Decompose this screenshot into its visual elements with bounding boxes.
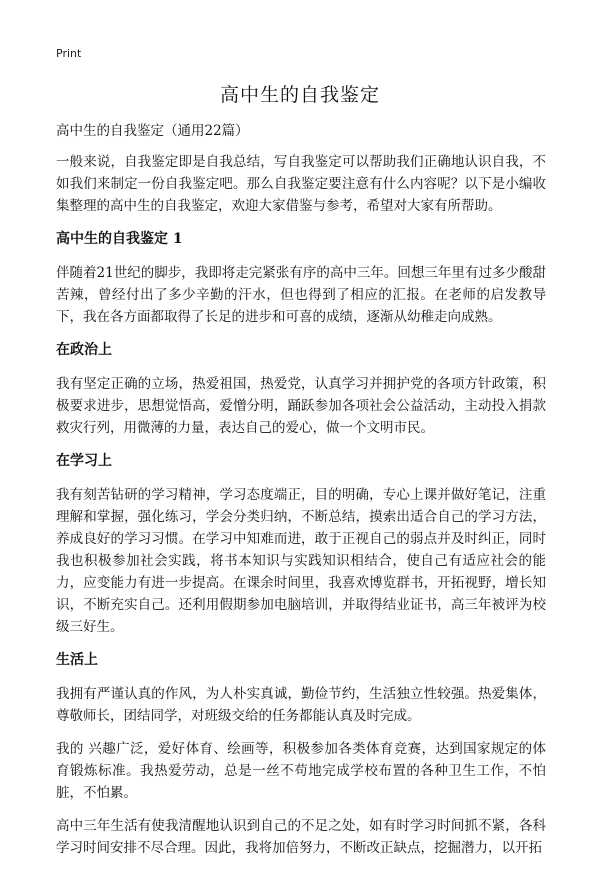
print-link[interactable]: Print bbox=[56, 47, 82, 60]
section-1-paragraph: 伴随着21世纪的脚步，我即将走完紧张有序的高中三年。回想三年里有过多少酸甜苦辣，曾经付出了多少辛勤的汗水，但也得到了相应的汇报。在老师的启发教导下，我在各方面都取得了长足的进步和可喜的成绩，逐渐从幼稚走向成熟。 bbox=[56, 265, 546, 325]
intro-paragraph: 一般来说，自我鉴定即是自我总结，写自我鉴定可以帮助我们正确地认识自我，不如我们来制定一份自我鉴定吧。那么自我鉴定要注意有什么内容呢？以下是小编收集整理的高中生的自我鉴定，欢迎大家借鉴与参考，希望对大家有所帮助。 bbox=[56, 154, 546, 214]
section-1-heading: 高中生的自我鉴定 1 bbox=[56, 231, 183, 247]
life-heading: 生活上 bbox=[56, 652, 98, 668]
life-paragraph-2: 我的 兴趣广泛，爱好体育、绘画等，积极参加各类体育竞赛，达到国家规定的体育锻炼标准。我热爱劳动，总是一丝不苟地完成学校布置的各种卫生工作，不怕脏，不怕累。 bbox=[56, 741, 546, 801]
life-paragraph-1: 我拥有严谨认真的作风，为人朴实真诚，勤俭节约，生活独立性较强。热爱集体，尊敬师长，团结同学，对班级交给的任务都能认真及时完成。 bbox=[56, 686, 546, 724]
document-body bbox=[56, 120, 546, 870]
politics-paragraph: 我有坚定正确的立场，热爱祖国，热爱党，认真学习并拥护党的各项方针政策，积极要求进步，思想觉悟高，爱憎分明，踊跃参加各项社会公益活动，主动投入捐款救灾行列，用微薄的力量，表达自己的爱心，做一个文明市民。 bbox=[56, 376, 546, 436]
life-paragraph-3: 高中三年生活有使我清醒地认识到自己的不足之处，如有时学习时间抓不紧，各科学习时间安排不尽合理。因此，我将加倍努力，不断改正缺点，挖掘潜力，以开拓 bbox=[56, 818, 546, 856]
politics-heading: 在政治上 bbox=[56, 342, 112, 358]
study-heading: 在学习上 bbox=[56, 453, 112, 469]
page-title: 高中生的自我鉴定 bbox=[219, 84, 380, 106]
document-subtitle: 高中生的自我鉴定（通用22篇） bbox=[56, 123, 249, 139]
study-paragraph: 我有刻苦钻研的学习精神，学习态度端正，目的明确，专心上课并做好笔记，注重理解和掌握，强化练习，学会分类归纳，不断总结，摸索出适合自己的学习方法，养成良好的学习习惯。在学习中知难而进，敢于正视自己的弱点并及时纠正，同时我也积极参加社会实践，将书本知识与实践知识相结合，使自己有适应社会的能力，应变能力有进一步提高。在课余时间里，我喜欢博览群书，开拓视野，增长知识，不断充实自己。还利用假期参加电脑培训，并取得结业证书，高三年被评为校级三好生。 bbox=[56, 487, 546, 635]
